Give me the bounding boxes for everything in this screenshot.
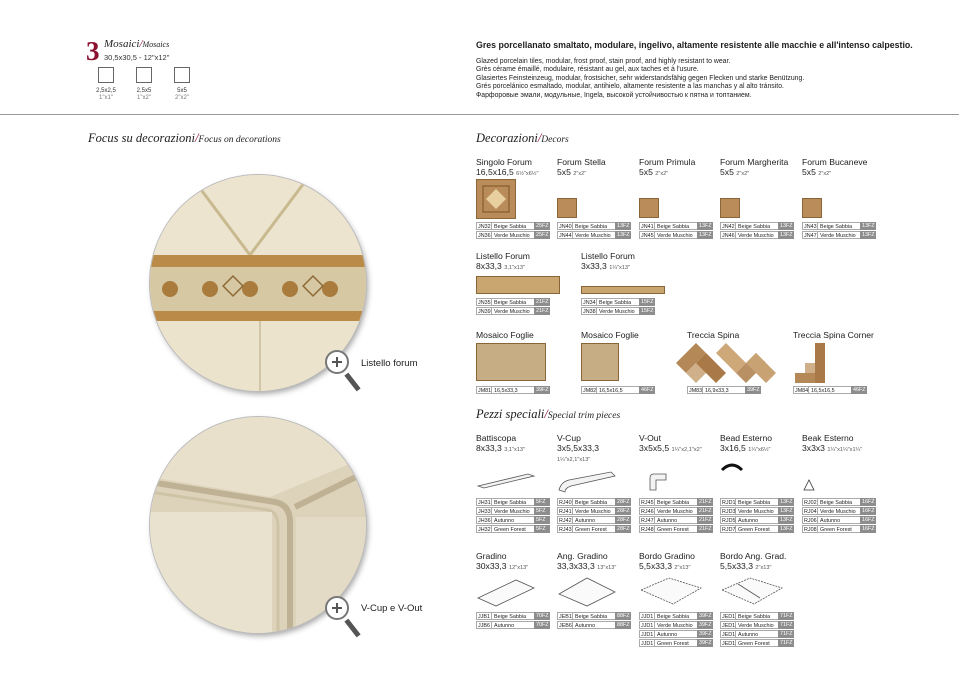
codes-battiscopa: JH31 Beige Sabbia 5FZ JH33 Verde Muschio 5FZ JH36 Autunno 5FZ JH32 Green Forest 5FZ: [476, 498, 550, 534]
gradino-shape: [476, 578, 536, 608]
tile-label-1: 2,5x2,5 1"x1": [96, 88, 116, 101]
decor-listello-forum-3: Listello Forum 3x33,3 1¼"x13": [581, 251, 635, 271]
listello-forum-8-tile: [476, 276, 560, 294]
codes-vcup: RJ40 Beige Sabbia 28FZ RJ41 Verde Muschio 28FZ RJ42 Autunno 28FZ RJ43 Green Forest 28FZ: [559, 499, 630, 533]
codes-ang-gradino: JEB1 Beige Sabbia 88FZ JEB6 Autunno 88FZ: [559, 613, 630, 629]
zoom-icon-1: [325, 350, 349, 374]
battiscopa-shape: [476, 470, 536, 490]
tile-icon-2: [136, 67, 152, 83]
decor-forum-stella: Forum Stella 5x5 2"x2": [557, 157, 606, 177]
codes-forum-primula: JN41 Beige Sabbia 13FZ JN45 Verde Muschio 13FZ: [641, 223, 712, 239]
codes-beak-esterno: RJ02 Beige Sabbia 16FZ RJ04 Verde Muschio 16FZ RJ06 Autunno 16FZ RJ08 Green Forest 16FZ: [804, 499, 875, 533]
tile-label-3: 5x5 2"x2": [175, 88, 189, 101]
special-beak-esterno: Beak Esterno 3x3x3 1¼"x1¼"x1¼": [802, 433, 863, 453]
title-en: Mosaics: [142, 40, 170, 49]
zoom-handle-1: [344, 373, 360, 392]
codes-singolo-forum: JN32 Beige Sabbia 25FZ JN36 Verde Muschio 25FZ: [478, 223, 549, 239]
codes-mosaico-foglie-1: JM81 16,5x33,3 39FZ: [478, 387, 549, 394]
decor-mosaico-foglie-2: Mosaico Foglie: [581, 330, 639, 340]
special-bordo-ang-grad: Bordo Ang. Grad. 5,5x33,3 2"x13": [720, 551, 787, 571]
special-battiscopa: Battiscopa 8x33,3 3,1"x13": [476, 433, 525, 453]
decor-mosaico-foglie-1: Mosaico Foglie: [476, 330, 534, 340]
bordo-ang-grad-shape: [720, 574, 784, 608]
codes-forum-stella: JN40 Beige Sabbia 13FZ JN44 Verde Muschio 13FZ: [559, 223, 630, 239]
tile-format-icons: [94, 67, 204, 107]
forum-primula-tile: [639, 198, 659, 218]
vcup-shape: [557, 470, 617, 494]
decors-title: Decorazioni/Decors: [476, 131, 569, 145]
codes-forum-bucaneve: JN43 Beige Sabbia 13FZ JN47 Verde Muschio 13FZ: [804, 223, 875, 239]
bordo-gradino-shape: [639, 574, 703, 608]
mosaic-size: 30,5x30,5 - 12"x12": [104, 53, 170, 62]
codes-vout: RJ45 Beige Sabbia 21FZ RJ46 Verde Muschio 21FZ RJ47 Autunno 21FZ RJ48 Green Forest 21FZ: [641, 499, 712, 533]
mosaics-title: Mosaici/Mosaics: [104, 38, 170, 50]
codes-treccia-spina: JM83 16,9x33,3 39FZ: [689, 387, 760, 394]
vcup-label: V-Cup e V-Out: [361, 603, 423, 614]
decor-singolo-forum: Singolo Forum 16,5x16,5 6½"x6½": [476, 157, 539, 177]
listello-forum-label: Listello forum: [361, 358, 418, 369]
special-vout: V-Out 3x5x5,5 1¼"x2,1"x2": [639, 433, 702, 453]
decor-treccia-spina-corner: Treccia Spina Corner: [793, 330, 874, 340]
treccia-spina-tile: [676, 343, 776, 383]
special-bead-esterno: Bead Esterno 3x16,5 1¼"x6½": [720, 433, 773, 453]
mosaico-foglie-2-tile: [581, 343, 619, 381]
tile-label-2: 2,5x5 1"x2": [136, 88, 152, 101]
forum-stella-tile: [557, 198, 577, 218]
treccia-spina-corner-tile: [795, 343, 835, 383]
zoom-handle-2: [344, 619, 360, 638]
decor-forum-margherita: Forum Margherita 5x5 2"x2": [720, 157, 789, 177]
special-gradino: Gradino 30x33,3 12"x13": [476, 551, 529, 571]
codes-bordo-gradino: JJD1 Beige Sabbia 39FZ JJD1 Verde Muschio 39FZ JJD1 Autunno 39FZ JJD1 Green Forest 39FZ: [641, 613, 712, 647]
header-divider: [0, 114, 959, 115]
focus-title: Focus su decorazioni/Focus on decorations: [88, 131, 281, 145]
codes-treccia-spina-corner: JM84 16,5x16,5 46FZ: [795, 387, 866, 394]
codes-listello-forum-3: JN34 Beige Sabbia 15FZ JN38 Verde Muschio 15FZ: [583, 299, 654, 315]
title-it: Mosaici: [104, 38, 140, 50]
codes-forum-margherita: JN42 Beige Sabbia 13FZ JN46 Verde Muschio 13FZ: [722, 223, 793, 239]
decor-listello-forum-8: Listello Forum 8x33,3 3,1"x13": [476, 251, 530, 271]
forum-bucaneve-tile: [802, 198, 822, 218]
decor-treccia-spina: Treccia Spina: [687, 330, 740, 340]
special-vcup: V-Cup 3x5,5x33,3 1¼"x2,1"x13": [557, 433, 600, 463]
beak-esterno-shape: [802, 478, 816, 492]
bead-esterno-shape: [720, 460, 744, 474]
decor-forum-bucaneve: Forum Bucaneve 5x5 2"x2": [802, 157, 868, 177]
decor-forum-primula: Forum Primula 5x5 2"x2": [639, 157, 696, 177]
ang-gradino-shape: [557, 574, 617, 608]
forum-margherita-tile: [720, 198, 740, 218]
vout-shape: [646, 470, 670, 494]
tile-icon-1: [98, 67, 114, 83]
special-title: Pezzi speciali/Special trim pieces: [476, 407, 621, 421]
listello-forum-3-tile: [581, 286, 665, 294]
special-ang-gradino: Ang. Gradino 33,3x33,3 13"x13": [557, 551, 617, 571]
singolo-forum-pattern: [477, 180, 515, 218]
codes-mosaico-foglie-2: JM82 16,5x16,5 46FZ: [583, 387, 654, 394]
description-translations: Glazed porcelain tiles, modular, frost proof, stain proof, and highly resistant to wear. Grès cérame émaillé, modulaire, résistant au gel, aux taches et à l'usure. Glasiertes Feinsteinzeug, modular, frostsicher, sehr widerstandsfähig gegen Flecken und starke Benützung. Grés porcelánico esmaltado, modular, antihielo, altamente resistente a las manchas y al alto tránsito. Фарфоровые эмали, модульные, Ingela, высокой устойчивостью к пятна и топтанием.: [476, 58, 805, 99]
codes-bead-esterno: RJD1 Beige Sabbia 13FZ RJD3 Verde Muschio 13FZ RJD5 Autunno 13FZ RJD7 Green Forest 13FZ: [722, 499, 793, 533]
codes-listello-forum-8: JN35 Beige Sabbia 21FZ JN39 Verde Muschio 21FZ: [478, 299, 549, 315]
description-it: Gres porcellanato smaltato, modulare, ingelivo, altamente resistente alle macchie e all'intenso calpestio.: [476, 40, 913, 50]
special-bordo-gradino: Bordo Gradino 5,5x33,3 2"x13": [639, 551, 695, 571]
tile-icon-3: [174, 67, 190, 83]
section-number: 3: [86, 36, 100, 66]
codes-bordo-ang-grad: JED1 Beige Sabbia 71FZ JED1 Verde Muschio 71FZ JED1 Autunno 71FZ JED1 Green Forest 71FZ: [722, 613, 793, 647]
codes-gradino: JJB1 Beige Sabbia 70FZ JJB6 Autunno 70FZ: [478, 613, 549, 629]
zoom-icon-2: [325, 596, 349, 620]
mosaico-foglie-1-tile: [476, 343, 546, 381]
singolo-forum-tile: [476, 179, 516, 219]
